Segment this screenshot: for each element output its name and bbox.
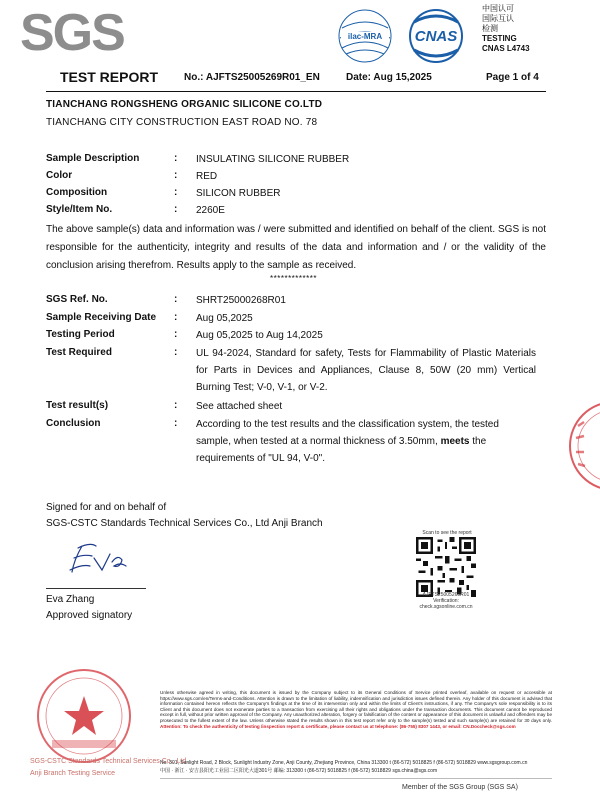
sgs-logo-text: SGS: [20, 4, 124, 62]
sgs-logo: [20, 4, 140, 62]
qr-code[interactable]: [416, 537, 476, 597]
ilac-mra-logo: [336, 8, 394, 64]
composition-value: SILICON RUBBER: [196, 188, 281, 199]
cnas-testing: TESTING: [482, 34, 517, 43]
colon: :: [174, 170, 178, 181]
report-header: [46, 69, 546, 88]
cnas-number: CNAS L4743: [482, 44, 530, 53]
colon: :: [174, 329, 178, 340]
color-row: [46, 170, 546, 184]
composition-label: Composition: [46, 187, 108, 198]
testing-period-value: Aug 05,2025 to Aug 14,2025: [196, 330, 323, 341]
side-seal-stamp: [564, 396, 600, 496]
conclusion-text-2: the requirements of "UL 94, V-0".: [196, 436, 487, 464]
testing-period-row: [46, 329, 546, 343]
cnas-logo: [400, 8, 472, 64]
report-title: TEST REPORT: [60, 69, 159, 85]
footer-address-cn: 中国 · 浙江 · 安吉县阳光工业园二区阳光大道301号 邮编: 313300 t (86-572) 5018825 f (86-572) 5018829 sgs.china@sgs.com: [160, 768, 438, 774]
test-results-label: Test result(s): [46, 400, 109, 411]
receiving-date-row: [46, 312, 546, 326]
qr-caption: Scan to see the report: [422, 530, 472, 536]
disclaimer-statement: The above sample(s) data and information was / were submitted and identified on behalf of the client. SGS is not responsible for the authenticity, integrity and results of the data and information and / or the validity of the conclusion arising therefrom. Results apply to the sample as received.: [46, 224, 546, 271]
colon: :: [174, 347, 178, 358]
test-results-value: See attached sheet: [196, 401, 283, 412]
footer-disclaimer-text: Unless otherwise agreed in writing, this document is issued by the Company subject to its General Conditions of Service printed overleaf, available on request or accessible at https://www.sgs.com/en/Terms-and-Conditions. Attention is drawn to the limitation of liability, indemnification and jurisdiction issues defined therein. Any holder of this document is advised that information contained hereon reflects the Company's findings at the time of its intervention only and within the limits of Client's instructions, if any. The Company's sole responsibility is to its Client and this document does not exonerate parties to a transaction from exercising all their rights and obligations under the transaction documents. This document cannot be reproduced except in full, without prior written approval of the Company. Any unauthorized alteration, forgery or falsification of the content or appearance of this document is unlawful and offenders may be prosecuted to the fullest extent of the law. Unless otherwise stated the results shown in this test report refer only to the sample(s) tested and such sample(s) are retained for 30 days only.: [160, 690, 552, 723]
footer-stamp-line-1: SGS-CSTC Standards Technical Services Co., Ltd.: [30, 758, 189, 765]
footer-stamp-line-2: Anji Branch Testing Service: [30, 770, 116, 777]
conclusion-row: [46, 418, 546, 464]
cnas-label: CNAS: [414, 28, 458, 45]
qr-verify-label: Verification:: [433, 598, 459, 604]
separator-stars: *************: [270, 274, 317, 283]
signatory-role: Approved signatory: [46, 610, 133, 621]
sample-description-value: INSULATING SILICONE RUBBER: [196, 154, 350, 165]
footer-divider: [160, 778, 552, 779]
cnas-accreditation-text: [482, 4, 530, 54]
test-required-label: Test Required: [46, 347, 112, 358]
ilac-label: ilac-MRA: [347, 32, 383, 41]
style-item-value: 2260E: [196, 205, 225, 216]
sgs-ref-value: SHRT25000268R01: [196, 295, 286, 306]
client-company: TIANCHANG RONGSHENG ORGANIC SILICONE CO.LTD: [46, 99, 323, 110]
conclusion-label: Conclusion: [46, 418, 101, 429]
test-required-value: UL 94-2024, Standard for safety, Tests for Flammability of Plastic Materials for Parts in Devices and Appliances, Clause 8, 50W (20 mm) Vertical Burning Test; V-0, V-1, or V-2.: [196, 348, 536, 393]
style-item-label: Style/Item No.: [46, 204, 113, 215]
colon: :: [174, 153, 178, 164]
footer-address: [160, 759, 552, 775]
footer-seal-stamp: [22, 666, 152, 781]
color-value: RED: [196, 171, 218, 182]
colon: :: [174, 204, 178, 215]
footer-attention: Attention: To check the authenticity of testing /inspection report & certificate, please contact us at telephone: (86-755) 8307 1443, or email: CN.Doccheck@sgs.com: [160, 723, 516, 729]
testing-period-label: Testing Period: [46, 329, 115, 340]
colon: :: [174, 418, 178, 429]
conclusion-value: [196, 416, 536, 467]
composition-row: [46, 187, 546, 201]
signatory-block: [46, 592, 132, 624]
signatory-name: Eva Zhang: [46, 594, 95, 605]
qr-report-id: [406, 592, 486, 610]
signed-line-2: SGS-CSTC Standards Technical Services Co., Ltd Anji Branch: [46, 518, 323, 529]
page-indicator: Page 1 of 4: [486, 72, 539, 83]
header-divider: [46, 91, 546, 92]
color-label: Color: [46, 170, 73, 181]
test-results-row: [46, 400, 546, 414]
sample-description-label: Sample Description: [46, 153, 140, 164]
cnas-cn-line-1: 中国认可: [482, 4, 514, 13]
conclusion-text-1: According to the test results and the classification system, the tested sample, when tested at a normal thickness of 3.50mm,: [196, 419, 499, 447]
sgs-group-member: Member of the SGS Group (SGS SA): [402, 784, 518, 791]
report-number: No.: AJFTS25005269R01_EN: [184, 72, 320, 83]
report-date: Date: Aug 15,2025: [346, 72, 432, 83]
colon: :: [174, 312, 178, 323]
signed-on-behalf: [46, 500, 323, 532]
qr-id-text: AJFTS25005269R01: [422, 592, 470, 598]
colon: :: [174, 187, 178, 198]
receiving-date-value: Aug 05,2025: [196, 313, 253, 324]
client-address: TIANCHANG CITY CONSTRUCTION EAST ROAD NO. 78: [46, 117, 318, 128]
test-required-row: [46, 347, 546, 393]
handwritten-signature: [60, 536, 140, 576]
signature-line: [46, 588, 146, 589]
conclusion-verdict: meets: [440, 436, 470, 447]
signed-line-1: Signed for and on behalf of: [46, 502, 167, 513]
footer-disclaimer: [160, 690, 552, 729]
style-item-row: [46, 204, 546, 218]
cnas-cn-line-2: 国际互认: [482, 14, 514, 23]
qr-verify-url: check.sgsonline.com.cn: [419, 604, 473, 610]
cnas-cn-line-3: 检测: [482, 24, 498, 33]
sgs-ref-row: [46, 294, 546, 308]
sample-description-row: [46, 153, 546, 167]
colon: :: [174, 294, 178, 305]
receiving-date-label: Sample Receiving Date: [46, 312, 157, 323]
sgs-ref-label: SGS Ref. No.: [46, 294, 108, 305]
footer-address-en: No. 301, Sunlight Road, 2 Block, Sunlight Industry Zone, Anji County, Zhejiang Province, China 313300 t (86-572) 5018825 f (86-572) 5018829 www.sgsgroup.com.cn: [160, 760, 528, 766]
colon: :: [174, 400, 178, 411]
